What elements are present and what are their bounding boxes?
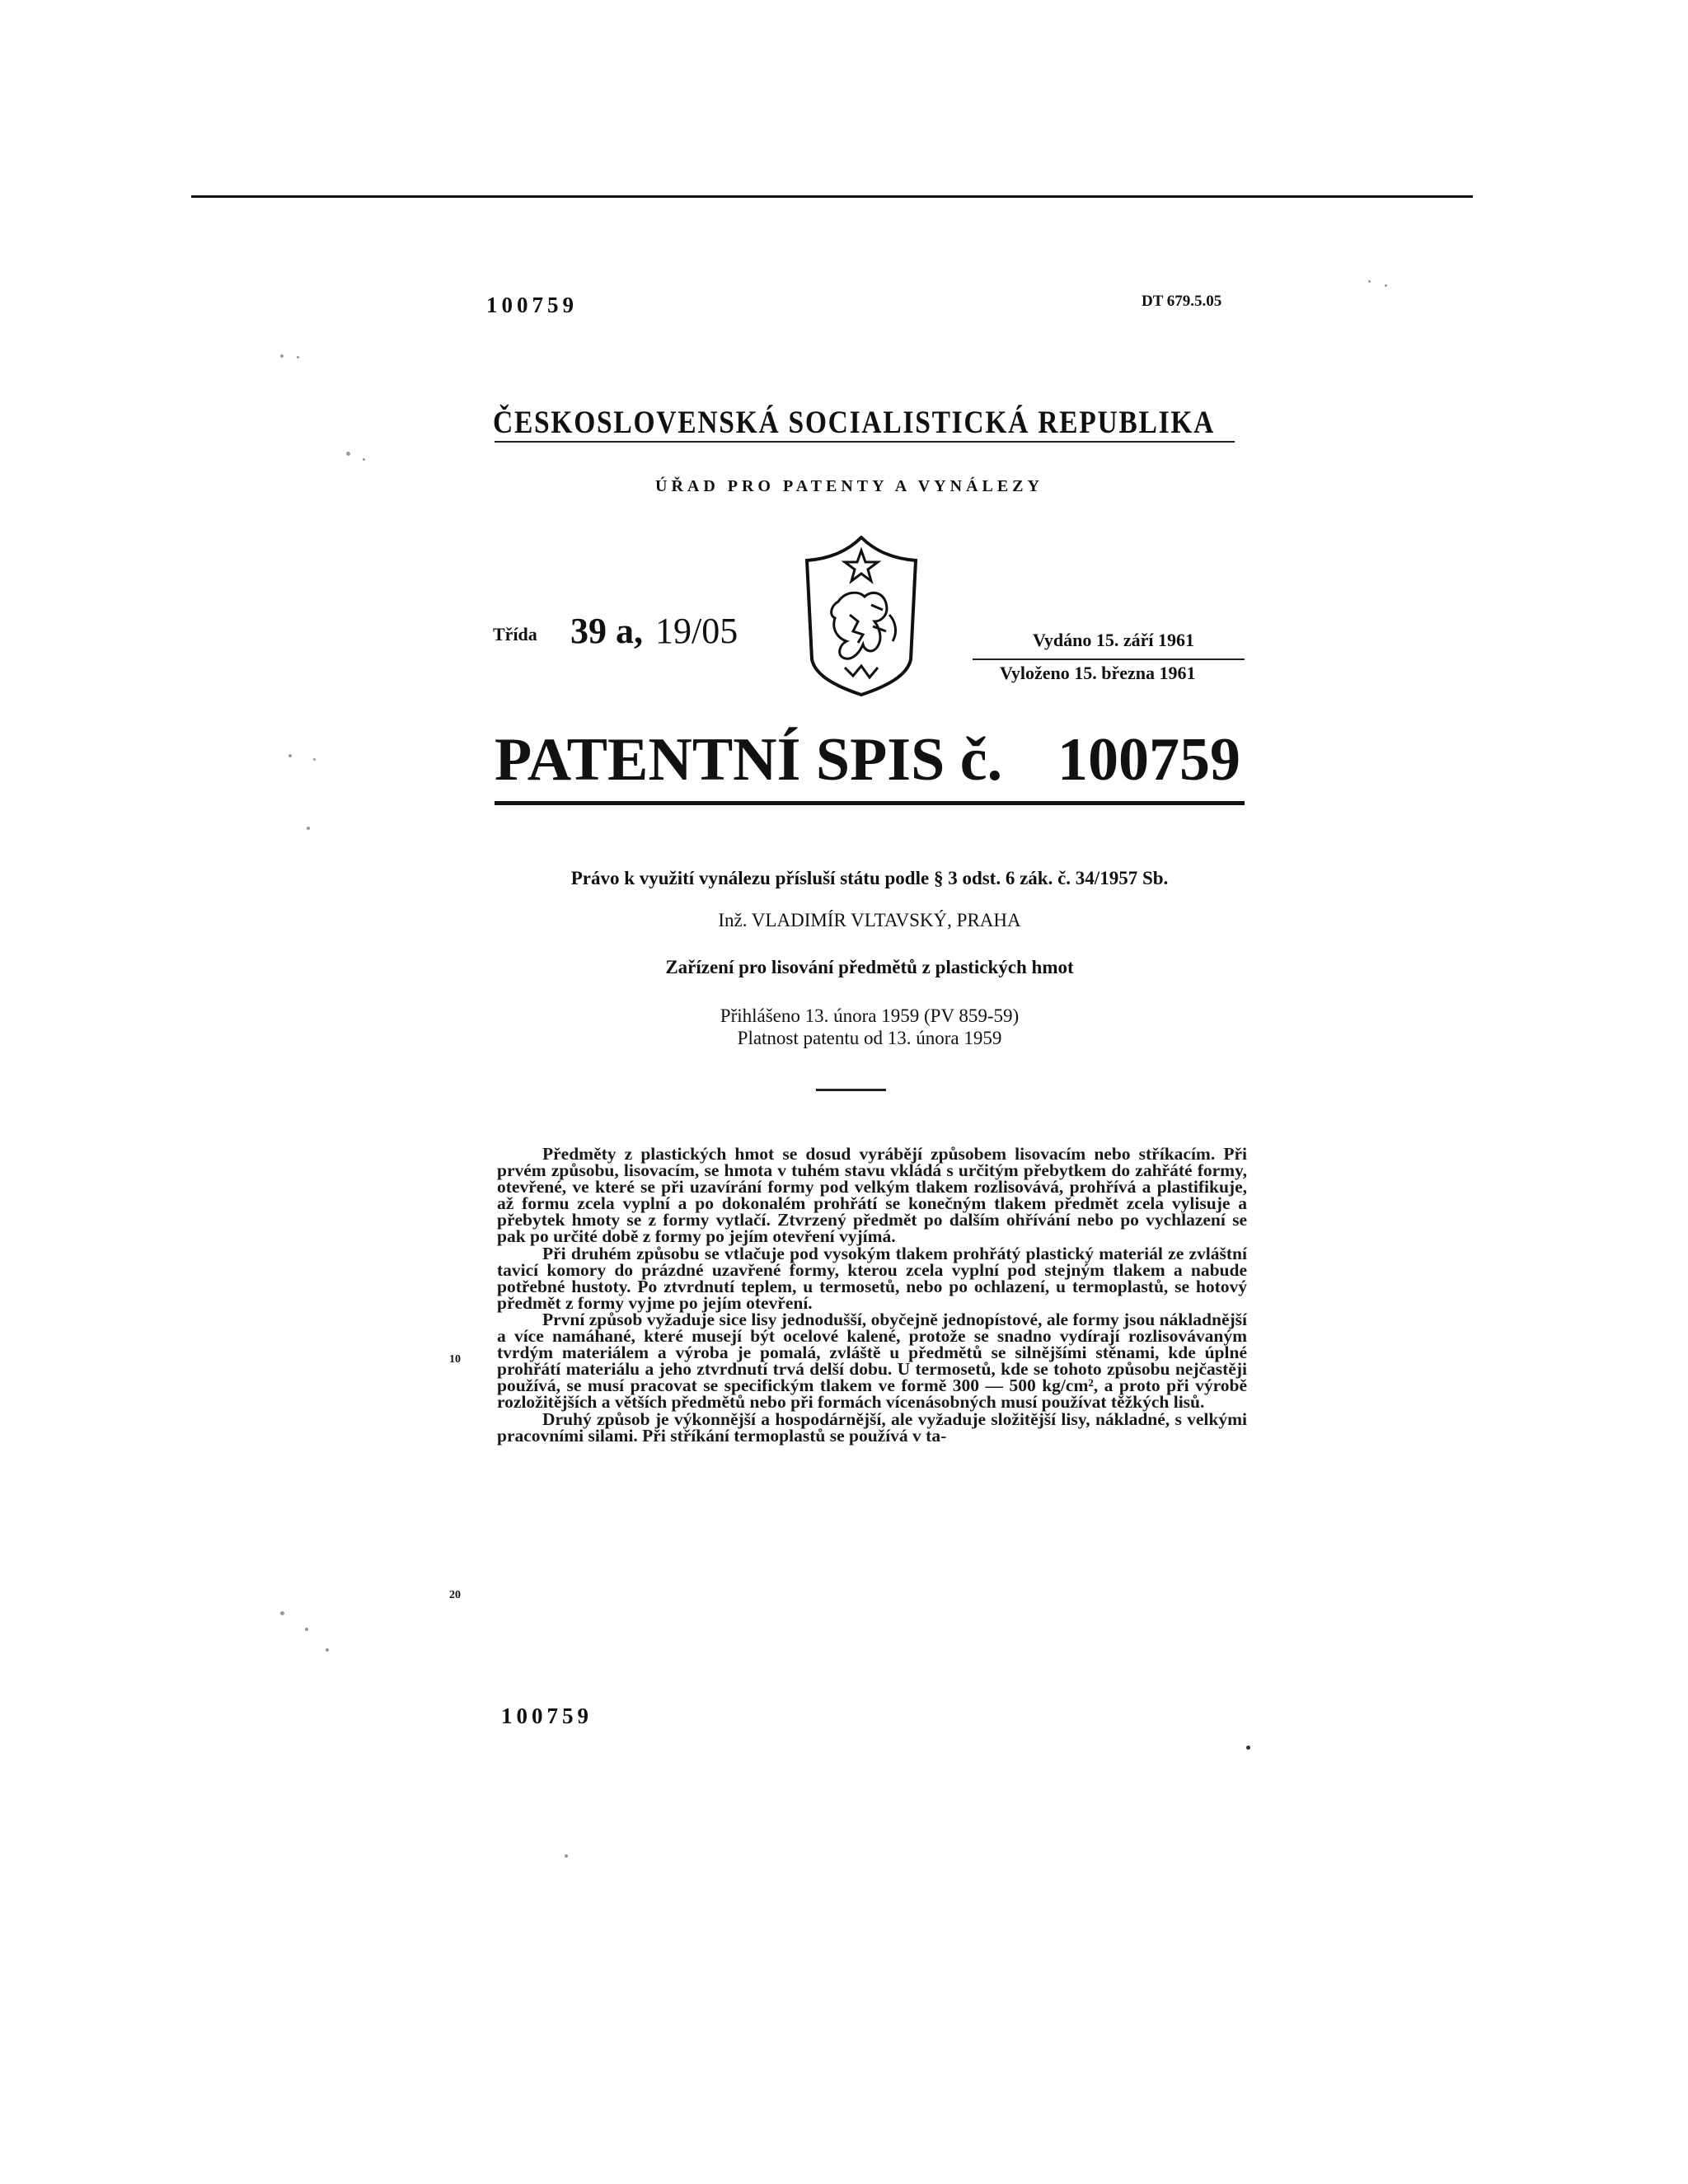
scan-speck <box>297 356 299 359</box>
validity-date: Platnost patentu od 13. února 1959 <box>737 1028 1002 1048</box>
line-number: 10 <box>449 1353 461 1366</box>
class-label: Třída <box>493 624 537 644</box>
scan-speck <box>565 1854 568 1858</box>
body-paragraph: Při druhém způsobu se vtlačuje pod vysokým tlakem prohřátý plastický materiál ze zvláštní tavicí komory do prázdné uzavřené formy, kterou zcela vyplní pod stejným tlakem a nabude potřebné hustoty. Po ztvrdnutí teplem, u termosetů, nebo po ochlazení, u termoplastů, se hotový předmět z formy vyjme po jejím otevření. <box>497 1243 1247 1313</box>
scan-speck <box>346 452 350 456</box>
scan-speck <box>1246 1746 1250 1750</box>
body-text <box>497 1146 1247 1444</box>
line-number: 20 <box>449 1589 461 1601</box>
class-subclass: 19/05 <box>655 611 738 651</box>
patent-spis-number: 100759 <box>1057 726 1240 794</box>
spis-underline <box>495 801 1245 805</box>
date-divider <box>973 658 1245 660</box>
scan-speck <box>307 827 310 830</box>
republic-underline <box>495 441 1235 443</box>
law-statement: Právo k využití vynálezu přísluší státu podle § 3 odst. 6 zák. č. 34/1957 Sb. <box>570 868 1169 888</box>
body-paragraph: První způsob vyžaduje sice lisy jednodušší, obyčejně jednopístové, ale formy jsou nákladnější a více namáhané, které musejí být ocelové kalené, protože se snadno vydírají rozlisovávaným tvrdým materiálem a výroba je pomalá, zvláště u předmětů se silnějšími stěnami, kde úplné prohřátí materiálu a jeho ztvrdnutí trvá delší dobu. U termosetů, kde se tohoto způsobu nejčastěji používá, se musí pracovat se specifickým tlakem ve formě 300 — 500 kg/cm², a proto při výrobě rozložitějších a větších předmětů nebo při formách vícenásobných musí používat těžkých lisů. <box>497 1309 1247 1413</box>
republic-heading: ČESKOSLOVENSKÁ SOCIALISTICKÁ REPUBLIKA <box>493 405 1216 440</box>
scan-speck <box>1385 284 1387 287</box>
filed-date: Přihlášeno 13. února 1959 (PV 859-59) <box>720 1005 1020 1026</box>
invention-title: Zařízení pro lisování předmětů z plastických hmot <box>665 957 1074 977</box>
body-paragraph: Druhý způsob je výkonnější a hospodárnější, ale vyžaduje složitější lisy, nákladné, s velkými pracovními silami. Při stříkání termoplastů se používá v ta- <box>497 1408 1247 1446</box>
patent-spis-label: PATENTNÍ SPIS č. <box>495 726 1003 794</box>
scan-speck <box>288 754 292 757</box>
scan-speck <box>280 354 284 358</box>
class-value: 39 a, <box>570 611 643 651</box>
body-paragraph: Předměty z plastických hmot se dosud vyrábějí způsobem lisovacím nebo stříkacím. Při prvém způsobu, lisovacím, se hmota v tuhém stavu vkládá s určitým přebytkem do zahřáté formy, otevřené, ve které se při uzavírání formy pod velkým tlakem rozlisovává, prohřívá a plastifikuje, až formu zcela vyplní a po dokonalém prohřátí se konečným tlakem předmět zcela vylisuje a přebytek hmoty se z formy vytlačí. Ztvrzený předmět po dalším ohřívání nebo po vychlazení se pak po určité době z formy po jejím otevření vyjímá. <box>497 1144 1247 1247</box>
inventor: Inž. VLADIMÍR VLTAVSKÝ, PRAHA <box>718 910 1021 930</box>
section-divider <box>816 1089 886 1091</box>
issued-date: Vydáno 15. září 1961 <box>1033 630 1194 650</box>
document-number-bottom: 100759 <box>501 1704 593 1728</box>
displayed-date: Vyloženo 15. března 1961 <box>1000 663 1196 683</box>
scan-speck <box>313 758 316 761</box>
document-number-top: 100759 <box>486 293 578 317</box>
scan-speck <box>280 1611 284 1615</box>
scan-speck <box>326 1648 329 1652</box>
scan-speck <box>305 1628 308 1631</box>
scan-speck <box>363 458 365 461</box>
top-rule <box>191 195 1473 198</box>
dt-code: DT 679.5.05 <box>1142 293 1222 310</box>
office-heading: ÚŘAD PRO PATENTY A VYNÁLEZY <box>655 477 1043 495</box>
state-emblem-icon <box>804 536 919 696</box>
scan-speck <box>1368 280 1371 283</box>
